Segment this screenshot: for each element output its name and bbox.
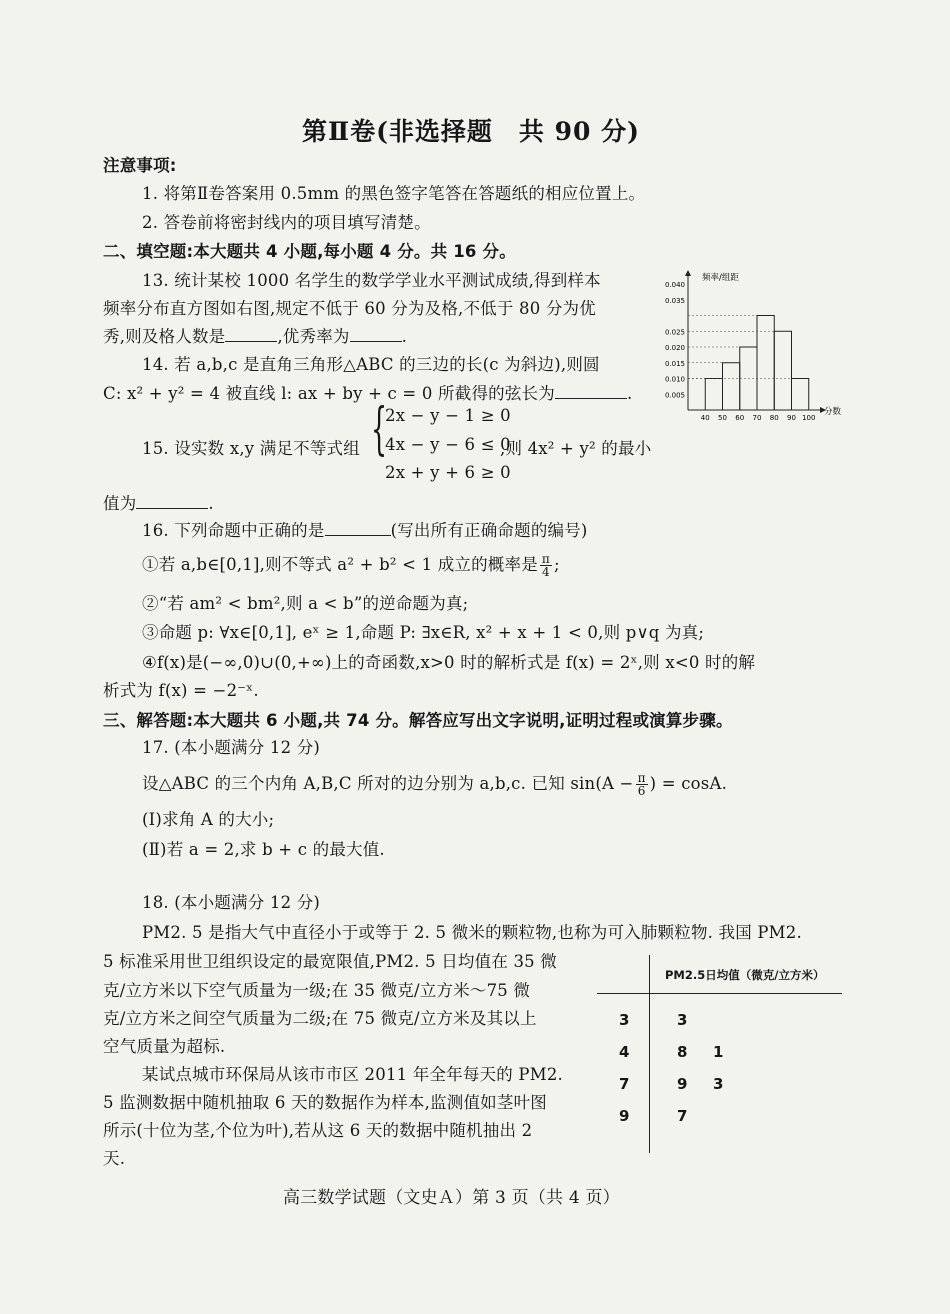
- stem-leaf-vline: [649, 955, 650, 1153]
- q16-opt3: ③命题 p: ∀x∈[0,1], eˣ ≥ 1,命题 P: ∃x∈R, x² + x + 1 < 0,则 p∨q 为真;: [142, 623, 705, 642]
- q16-opt1-frac-den: 4: [542, 565, 550, 579]
- stem-leaf-header: PM2.5日均值（微克/立方米）: [665, 968, 825, 982]
- q18-line2: 5 标准采用世卫组织设定的最宽限值,PM2. 5 日均值在 35 微: [103, 952, 557, 971]
- frequency-histogram: [658, 262, 848, 432]
- q18-line7: 5 监测数据中随机抽取 6 天的数据作为样本,监测值如茎叶图: [103, 1093, 547, 1112]
- stem-value: 4: [619, 1043, 630, 1061]
- q15-ineq-1: 2x − y − 1 ≥ 0: [385, 406, 511, 425]
- q13-line3-b: ,优秀率为: [277, 327, 350, 346]
- y-tick-label: 0.040: [664, 281, 685, 289]
- x-tick-label: 50: [718, 414, 727, 422]
- q13-line3-c: .: [401, 327, 408, 346]
- histogram-x-label: 分数: [824, 407, 842, 417]
- q17-stem: [142, 770, 727, 797]
- q13-line2: 频率分布直方图如右图,规定不低于 60 分为及格,不低于 80 分为优: [103, 299, 596, 318]
- q14-line2: [103, 380, 632, 404]
- leaf-value: 3: [677, 1011, 688, 1029]
- y-tick-label: 0.015: [664, 359, 685, 368]
- leaf-value: 1: [713, 1043, 724, 1061]
- histogram-bar: [774, 331, 791, 410]
- q15-suffix: ,则 4x² + y² 的最小: [500, 439, 652, 458]
- q16-opt4-line1: ④f(x)是(−∞,0)∪(0,+∞)上的奇函数,x>0 时的解析式是 f(x) = 2ˣ,则 x<0 时的解: [142, 653, 756, 672]
- q15-line2-a: 值为: [103, 494, 137, 513]
- y-tick-label: 0.010: [664, 375, 685, 384]
- leaf-value: 3: [713, 1075, 724, 1093]
- histogram-bar: [723, 363, 740, 410]
- x-tick-label: 90: [787, 414, 796, 422]
- q15-brace: {: [371, 397, 388, 462]
- leaf-value: 7: [677, 1107, 688, 1125]
- q16-opt1-b: ;: [554, 555, 560, 574]
- q13-line1: 13. 统计某校 1000 名学生的数学学业水平测试成绩,得到样本: [142, 271, 601, 290]
- notes-heading: 注意事项:: [103, 156, 177, 175]
- part2-heading: 二、填空题:本大题共 4 小题,每小题 4 分。共 16 分。: [103, 242, 516, 261]
- histogram-bar: [792, 379, 809, 411]
- q16-opt1-fraction: [540, 553, 552, 578]
- histogram-y-ticks: [665, 281, 685, 399]
- stem-value: 9: [619, 1107, 630, 1125]
- q17-title: 17. (本小题满分 12 分): [142, 738, 321, 757]
- q17-stem-a: 设△ABC 的三个内角 A,B,C 所对的边分别为 a,b,c. 已知 sin(A −: [142, 774, 634, 793]
- q16-blank-answer[interactable]: [325, 521, 391, 536]
- q14-line2-b: .: [626, 384, 633, 403]
- histogram-bars: [688, 316, 809, 411]
- q13-blank-pass-count[interactable]: [225, 327, 277, 342]
- x-tick-label: 80: [769, 414, 779, 422]
- q16-opt1: [142, 551, 560, 578]
- q13-line3: [103, 323, 407, 347]
- x-tick-label: 60: [735, 414, 745, 422]
- q15-prefix: 15. 设实数 x,y 满足不等式组: [142, 439, 360, 458]
- q15-line2: [103, 490, 214, 514]
- q13-line3-a: 秀,则及格人数是: [103, 327, 226, 346]
- y-tick-label: 0.005: [664, 391, 685, 400]
- stem-leaf-hline: [597, 993, 842, 994]
- histogram-bar: [757, 316, 774, 411]
- x-tick-label: 70: [752, 414, 762, 422]
- stem-leaf-plot: [597, 955, 847, 1155]
- q16-line1-b: (写出所有正确命题的编号): [390, 521, 588, 540]
- q18-line1: PM2. 5 是指大气中直径小于或等于 2. 5 微米的颗粒物,也称为可入肺颗粒物. 我国 PM2.: [142, 923, 802, 942]
- x-tick-label: 40: [700, 414, 710, 422]
- q16-opt1-frac-num: π: [541, 552, 551, 566]
- section-title: 第Ⅱ卷(非选择题 共 90 分): [302, 117, 640, 146]
- page-footer: 高三数学试题（文史Ａ）第 3 页（共 4 页）: [283, 1188, 620, 1208]
- q18-title: 18. (本小题满分 12 分): [142, 893, 321, 912]
- q18-line8: 所示(十位为茎,个位为叶),若从这 6 天的数据中随机抽出 2: [103, 1121, 533, 1140]
- q16-opt2: ②“若 am² < bm²,则 a < b”的逆命题为真;: [142, 594, 469, 613]
- x-tick-label: 100: [802, 414, 816, 422]
- q18-line4: 克/立方米之间空气质量为二级;在 75 微克/立方米及其以上: [103, 1009, 537, 1028]
- q15-ineq-2: 4x − y − 6 ≤ 0: [385, 435, 511, 454]
- q18-line9: 天.: [103, 1149, 126, 1168]
- stem-value: 3: [619, 1011, 630, 1029]
- q17-stem-b: ) = cosA.: [649, 774, 728, 793]
- q15-blank-min[interactable]: [136, 494, 208, 509]
- leaf-value: 8: [677, 1043, 688, 1061]
- y-tick-label: 0.025: [664, 328, 685, 337]
- leaf-value: 9: [677, 1075, 688, 1093]
- part3-heading: 三、解答题:本大题共 6 小题,共 74 分。解答应写出文字说明,证明过程或演算步骤。: [103, 711, 733, 730]
- stem-value: 7: [619, 1075, 630, 1093]
- q16-line1-a: 16. 下列命题中正确的是: [142, 521, 325, 540]
- y-axis-arrow: [685, 270, 691, 276]
- histogram-x-ticks: [701, 414, 816, 422]
- q18-line5: 空气质量为超标.: [103, 1037, 226, 1056]
- histogram-y-label: 频率/组距: [702, 273, 739, 283]
- q16-opt4-line2: 析式为 f(x) = −2⁻ˣ.: [103, 681, 259, 700]
- note-item-1: 1. 将第Ⅱ卷答案用 0.5mm 的黑色签字笔答在答题纸的相应位置上。: [142, 184, 646, 203]
- q14-line2-a: C: x² + y² = 4 被直线 l: ax + by + c = 0 所截得的弦长为: [103, 384, 555, 403]
- q17-frac-den: 6: [637, 784, 646, 798]
- q16-line1: [142, 517, 588, 541]
- q13-blank-excellent-rate[interactable]: [350, 327, 402, 342]
- q14-line1: 14. 若 a,b,c 是直角三角形△ABC 的三边的长(c 为斜边),则圆: [142, 355, 600, 374]
- q17-frac-num: π: [637, 771, 646, 785]
- note-item-2: 2. 答卷前将密封线内的项目填写清楚。: [142, 213, 431, 232]
- q15-ineq-3: 2x + y + 6 ≥ 0: [385, 463, 511, 482]
- q16-opt1-a: ①若 a,b∈[0,1],则不等式 a² + b² < 1 成立的概率是: [142, 555, 538, 574]
- q17-fraction: [636, 772, 648, 797]
- q14-blank-chord[interactable]: [555, 384, 627, 399]
- q18-line3: 克/立方米以下空气质量为一级;在 35 微克/立方米～75 微: [103, 981, 531, 1000]
- histogram-bar: [705, 379, 722, 411]
- q18-line6: 某试点城市环保局从该市市区 2011 年全年每天的 PM2.: [142, 1065, 563, 1084]
- histogram-axes: [685, 270, 826, 413]
- q17-part1: (Ⅰ)求角 A 的大小;: [142, 810, 275, 829]
- y-tick-label: 0.035: [664, 296, 685, 305]
- y-tick-label: 0.020: [664, 344, 685, 352]
- q17-part2: (Ⅱ)若 a = 2,求 b + c 的最大值.: [142, 840, 385, 859]
- q15-line2-b: .: [208, 494, 214, 513]
